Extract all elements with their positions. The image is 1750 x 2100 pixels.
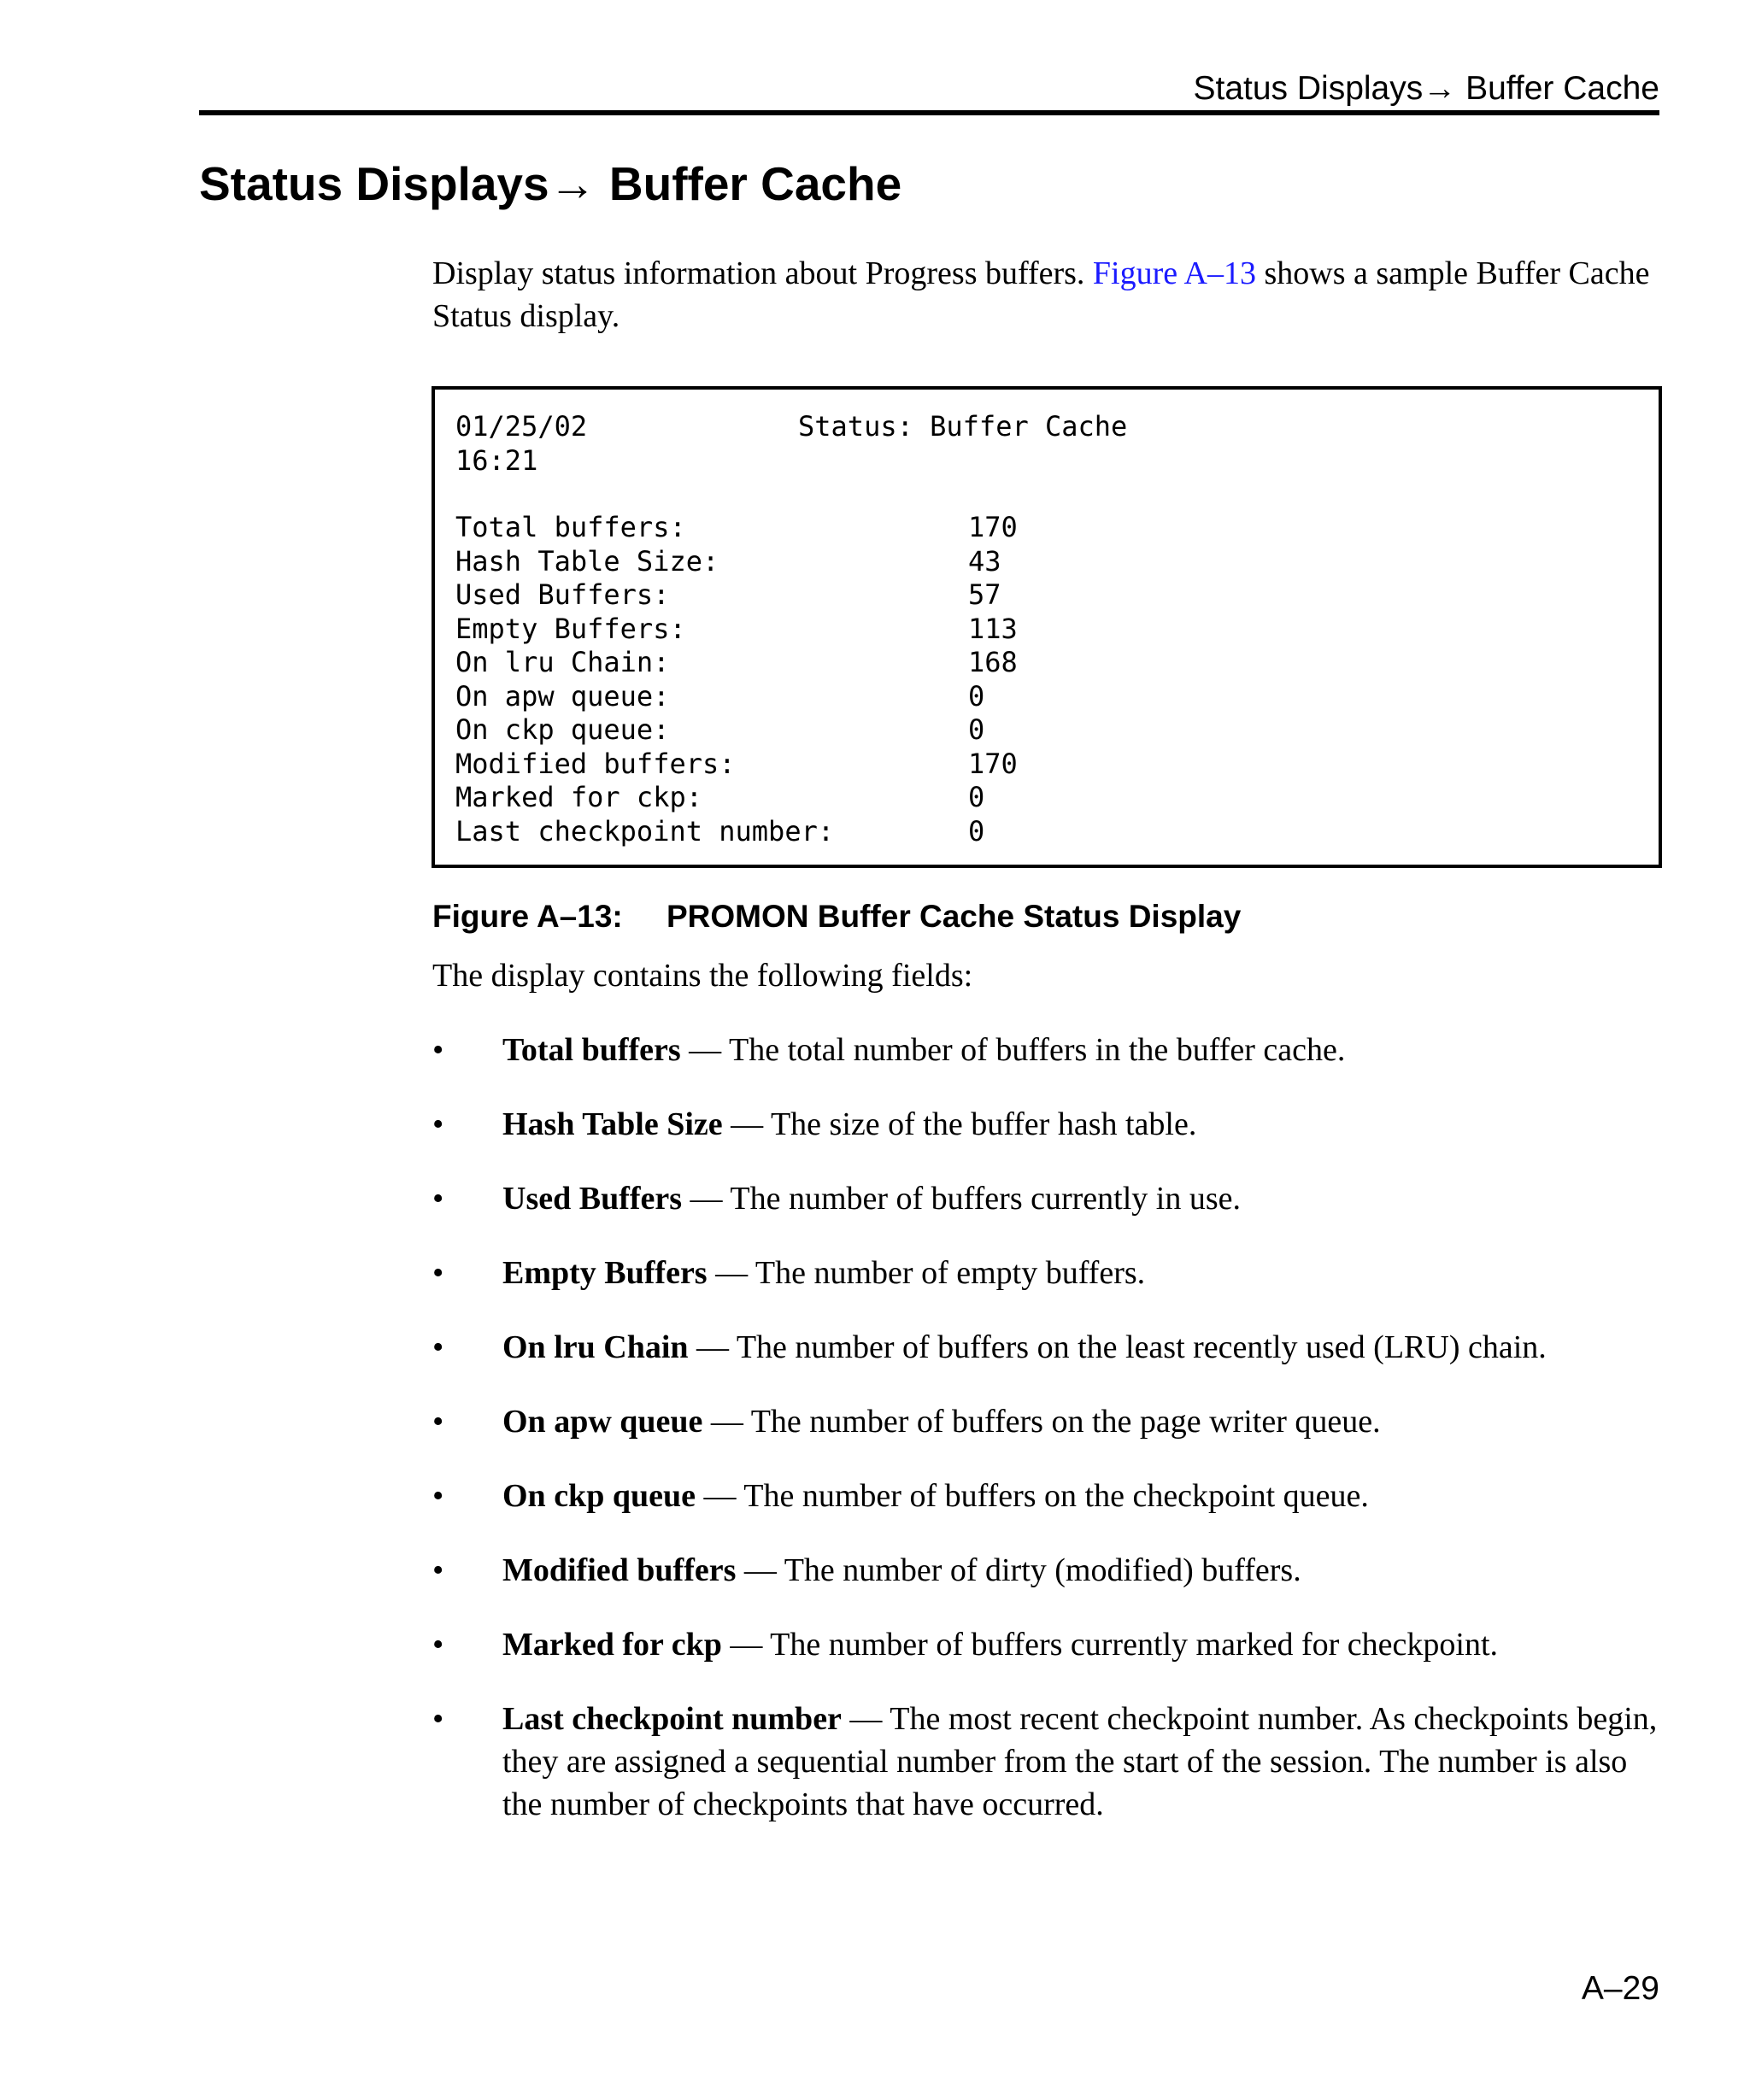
field-name: On lru Chain	[502, 1329, 689, 1365]
screen-row-value: 0	[968, 814, 985, 848]
figure-link[interactable]: Figure A–13	[1092, 255, 1256, 291]
field-description: — The number of buffers on the page writer queue.	[702, 1404, 1381, 1440]
screen-row-label: Hash Table Size:	[455, 544, 719, 578]
figure-number: Figure A–13:	[432, 899, 623, 934]
screen-row	[455, 646, 1018, 680]
screen-time: 16:21	[455, 443, 538, 477]
field-name: On apw queue	[502, 1404, 703, 1440]
screen-row-value: 0	[968, 679, 985, 713]
list-item	[432, 1177, 1663, 1220]
screen-row-label: On ckp queue:	[455, 713, 670, 746]
bullet-icon: •	[432, 1478, 444, 1514]
screen-row-value: 170	[968, 747, 1018, 780]
field-description: — The number of empty buffers.	[707, 1255, 1146, 1291]
screen-row-label: On lru Chain:	[455, 646, 670, 678]
screen-row-value: 0	[968, 781, 985, 813]
header-rule	[199, 110, 1659, 115]
screen-row	[455, 545, 1018, 579]
field-description: — The number of dirty (modified) buffers.	[736, 1552, 1301, 1588]
field-description: — The most recent checkpoint number. As checkpoints begin, they are assigned a sequential number from the start of the session. The number is also the number of checkpoints that have occurred.	[502, 1701, 1658, 1822]
field-name: Hash Table Size	[502, 1106, 723, 1142]
intro-paragraph	[432, 252, 1663, 337]
intro-text-after: shows a sample Buffer Cache Status display.	[432, 255, 1650, 334]
screen-row-value: 113	[968, 612, 1018, 645]
field-name: Marked for ckp	[502, 1627, 722, 1663]
field-description: — The number of buffers currently in use.	[682, 1181, 1241, 1217]
screen-row-value: 43	[968, 544, 1001, 578]
screen-row	[455, 781, 1018, 815]
screen-row-value: 0	[968, 713, 985, 746]
list-item	[432, 1549, 1663, 1592]
field-description: — The number of buffers on the least recently used (LRU) chain.	[688, 1329, 1547, 1365]
screen-row	[455, 578, 1018, 613]
bullet-icon: •	[432, 1329, 444, 1365]
screen-row-value: 168	[968, 646, 1018, 678]
screen-row-value: 57	[968, 578, 1001, 611]
screen-row	[455, 511, 1018, 545]
running-header: Status Displays→ Buffer Cache	[1193, 70, 1659, 107]
screen-row-label: Last checkpoint number:	[455, 814, 835, 848]
screen-title: Status: Buffer Cache	[798, 410, 1128, 443]
screen-row	[455, 680, 1018, 714]
screen-row	[455, 815, 1018, 849]
list-item	[432, 1400, 1663, 1443]
field-name: Modified buffers	[502, 1552, 737, 1588]
bullet-icon: •	[432, 1032, 444, 1068]
screen-row-label: Modified buffers:	[455, 747, 736, 780]
bullet-icon: •	[432, 1627, 444, 1663]
screen-date: 01/25/02	[455, 410, 588, 443]
list-item	[432, 1623, 1663, 1666]
screen-row-label: Used Buffers:	[455, 578, 670, 611]
bullet-icon: •	[432, 1404, 444, 1440]
list-item	[432, 1326, 1663, 1369]
intro-text-before: Display status information about Progress buffers.	[432, 255, 1093, 291]
figure-caption	[432, 895, 1241, 938]
figure-caption-text: PROMON Buffer Cache Status Display	[667, 899, 1242, 934]
field-name: Empty Buffers	[502, 1255, 708, 1291]
field-list	[432, 1029, 1663, 1857]
field-description: — The size of the buffer hash table.	[722, 1106, 1197, 1142]
page-title: Status Displays→ Buffer Cache	[199, 157, 902, 210]
list-item	[432, 1252, 1663, 1294]
list-item	[432, 1029, 1663, 1071]
bullet-icon: •	[432, 1106, 444, 1142]
screen-row-value: 170	[968, 511, 1018, 543]
bullet-icon: •	[432, 1255, 444, 1291]
screen-row-label: Empty Buffers:	[455, 612, 686, 645]
field-description: — The total number of buffers in the buffer cache.	[680, 1032, 1346, 1068]
list-item	[432, 1103, 1663, 1146]
screen-row	[455, 748, 1018, 782]
field-name: Used Buffers	[502, 1181, 683, 1217]
bullet-icon: •	[432, 1181, 444, 1217]
screen-rows	[455, 511, 1018, 848]
bullet-icon: •	[432, 1552, 444, 1588]
screen-row	[455, 713, 1018, 748]
screen-row-label: Total buffers:	[455, 511, 686, 543]
list-item	[432, 1698, 1663, 1826]
field-name: Total buffers	[502, 1032, 681, 1068]
status-screen	[432, 386, 1662, 868]
list-item	[432, 1475, 1663, 1517]
field-description: — The number of buffers on the checkpoint queue.	[695, 1478, 1369, 1514]
fields-intro: The display contains the following fields:	[432, 958, 973, 994]
screen-row-label: On apw queue:	[455, 679, 670, 713]
page-number: A–29	[1581, 1970, 1659, 2007]
field-name: Last checkpoint number	[502, 1701, 842, 1737]
bullet-icon: •	[432, 1701, 444, 1737]
field-name: On ckp queue	[502, 1478, 696, 1514]
field-description: — The number of buffers currently marked for checkpoint.	[721, 1627, 1499, 1663]
screen-row-label: Marked for ckp:	[455, 781, 702, 813]
screen-row	[455, 613, 1018, 647]
